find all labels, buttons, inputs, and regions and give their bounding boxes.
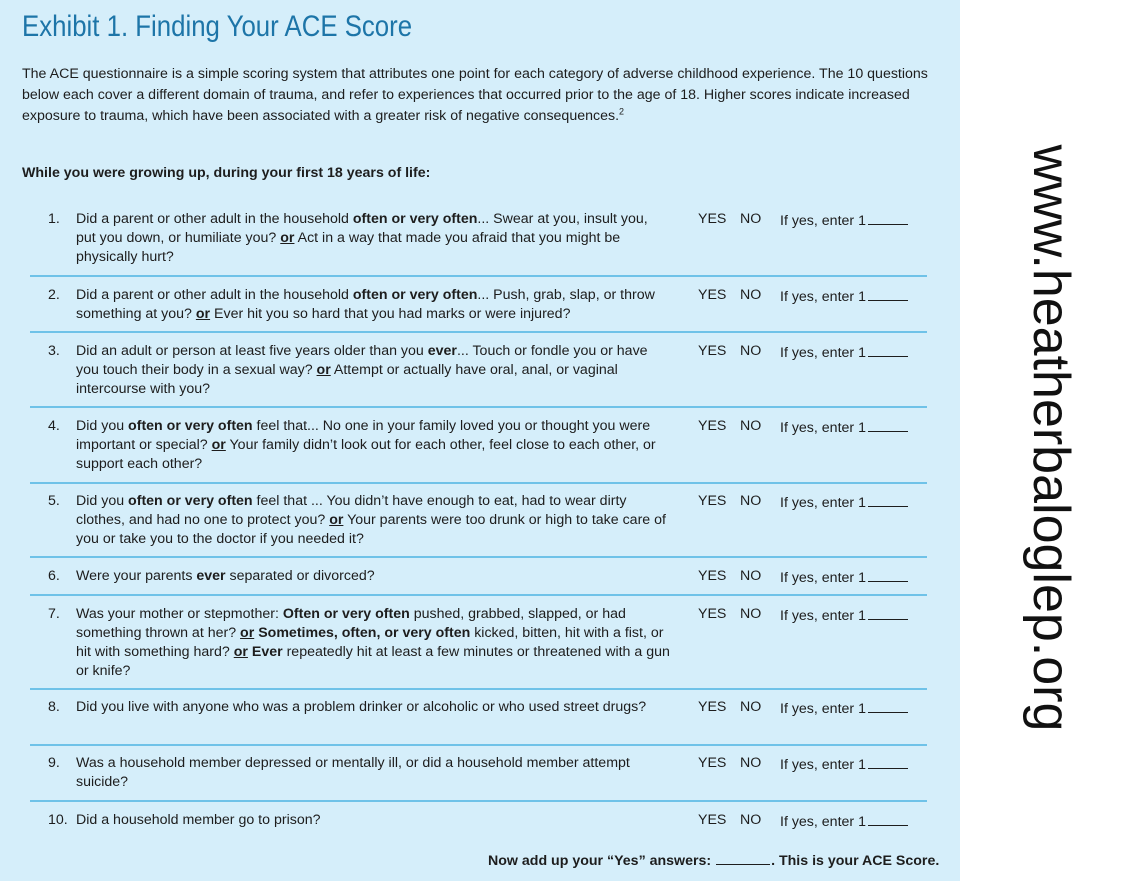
- question-text: [76, 286, 671, 324]
- intro-text: The ACE questionnaire is a simple scoring system that attributes one point for each category of adverse childhood experience. The 10 questions below each cover a different domain of trauma, and refer to experiences that occurred prior to the age of 18. Higher scores indicate increased exposure to trauma, which have been associated with a greater risk of negative consequences.: [22, 66, 928, 124]
- question-number: 1.: [48, 211, 60, 227]
- score-footer-after: . This is your ACE Score.: [771, 853, 940, 869]
- yes-option[interactable]: YES: [698, 211, 727, 227]
- question-or: or: [195, 306, 211, 322]
- row-separator: [30, 688, 927, 690]
- row-separator: [30, 556, 927, 558]
- score-blank[interactable]: [868, 417, 908, 432]
- question-or: or: [211, 437, 226, 453]
- yes-option[interactable]: YES: [698, 755, 727, 771]
- question-text: [76, 417, 671, 474]
- question-text: [76, 754, 671, 792]
- question-or: or: [233, 644, 248, 660]
- question-text-part: repeatedly hit at least a few minutes or threatened with a gun or knife?: [76, 644, 670, 679]
- yes-option[interactable]: YES: [698, 812, 727, 828]
- question-text: [76, 210, 671, 267]
- question-number: 5.: [48, 493, 60, 509]
- no-option[interactable]: NO: [740, 755, 762, 771]
- question-number: 3.: [48, 343, 60, 359]
- question-text-part: Did you: [76, 418, 129, 434]
- question-text-part: Were your parents: [76, 568, 197, 584]
- question-or: or: [240, 625, 255, 641]
- enter-score: [780, 286, 908, 307]
- score-blank[interactable]: [868, 210, 908, 225]
- question-number: 8.: [48, 699, 60, 715]
- question-emphasis: often or very often: [128, 493, 253, 509]
- question-text-part: Your family didn’t look out for each other, feel close to each other, or support each other?: [76, 437, 656, 472]
- no-option[interactable]: NO: [740, 606, 762, 622]
- yes-option[interactable]: YES: [698, 343, 727, 359]
- question-emphasis: often or very often: [352, 287, 478, 303]
- enter-score: [780, 210, 908, 231]
- question-text-part: ... Touch or fondle you or have you touch their body in a sexual way?: [76, 343, 648, 378]
- enter-score-label: If yes, enter 1: [780, 213, 866, 229]
- question-text-part: Did a parent or other adult in the household: [76, 211, 353, 227]
- question-number: 10.: [48, 812, 68, 828]
- question-text-part: feel that ... You didn’t have enough to eat, had to wear dirty clothes, and had no one to protect you?: [76, 493, 627, 528]
- enter-score: [780, 754, 908, 775]
- yes-option[interactable]: YES: [698, 287, 727, 303]
- question-emphasis: often or very often: [128, 418, 253, 434]
- enter-score-label: If yes, enter 1: [780, 289, 866, 305]
- question-text: [76, 811, 671, 830]
- no-option[interactable]: NO: [740, 493, 762, 509]
- question-or: or: [316, 362, 331, 378]
- no-option[interactable]: NO: [740, 812, 762, 828]
- enter-score: [780, 811, 908, 832]
- no-option[interactable]: NO: [740, 418, 762, 434]
- question-text-part: Your parents were too drunk or high to take care of you or take you to the doctor if you needed it?: [76, 512, 666, 547]
- no-option[interactable]: NO: [740, 343, 762, 359]
- row-separator: [30, 331, 927, 333]
- yes-option[interactable]: YES: [698, 699, 727, 715]
- question-text-part: ... Push, grab, slap, or throw something at you?: [76, 287, 655, 322]
- row-separator: [30, 275, 927, 277]
- question-text-part: pushed, grabbed, slapped, or had something thrown at her?: [76, 606, 626, 641]
- row-separator: [30, 800, 927, 802]
- row-separator: [30, 406, 927, 408]
- enter-score-label: If yes, enter 1: [780, 814, 866, 830]
- question-text-part: ... Swear at you, insult you, put you down, or humiliate you?: [76, 211, 648, 246]
- no-option[interactable]: NO: [740, 287, 762, 303]
- score-footer: [488, 850, 939, 869]
- question-text-part: Did a household member go to prison?: [76, 812, 321, 828]
- enter-score: [780, 698, 908, 719]
- question-emphasis: Often or very often: [282, 606, 410, 622]
- enter-score-label: If yes, enter 1: [780, 345, 866, 361]
- total-score-blank[interactable]: [716, 850, 770, 865]
- enter-score-label: If yes, enter 1: [780, 757, 866, 773]
- yes-option[interactable]: YES: [698, 606, 727, 622]
- score-footer-before: Now add up your “Yes” answers:: [488, 853, 712, 869]
- yes-option[interactable]: YES: [698, 568, 727, 584]
- question-emphasis: ever: [427, 343, 457, 359]
- question-text: [76, 567, 671, 586]
- question-text-part: Was a household member depressed or mentally ill, or did a household member attempt suicide?: [76, 755, 630, 790]
- question-text-part: Act in a way that made you afraid that you might be physically hurt?: [76, 230, 621, 265]
- score-blank[interactable]: [868, 567, 908, 582]
- enter-score-label: If yes, enter 1: [780, 608, 866, 624]
- question-or: or: [329, 512, 344, 528]
- row-separator: [30, 594, 927, 596]
- enter-score: [780, 492, 908, 513]
- question-text-part: Attempt or actually have oral, anal, or vaginal intercourse with you?: [76, 362, 618, 397]
- score-blank[interactable]: [868, 286, 908, 301]
- question-text: [76, 342, 671, 399]
- questionnaire-prompt: While you were growing up, during your first 18 years of life:: [22, 165, 431, 181]
- question-text: [76, 605, 671, 681]
- no-option[interactable]: NO: [740, 568, 762, 584]
- question-emphasis: Ever: [251, 644, 283, 660]
- score-blank[interactable]: [868, 754, 908, 769]
- enter-score-label: If yes, enter 1: [780, 701, 866, 717]
- enter-score-label: If yes, enter 1: [780, 570, 866, 586]
- question-number: 6.: [48, 568, 60, 584]
- question-text-part: feel that... No one in your family loved you or thought you were important or special?: [76, 418, 651, 453]
- enter-score: [780, 417, 908, 438]
- question-text-part: Did a parent or other adult in the household: [76, 287, 353, 303]
- question-number: 2.: [48, 287, 60, 303]
- question-text-part: Did you live with anyone who was a problem drinker or alcoholic or who used street drugs?: [76, 699, 647, 715]
- question-emphasis: Sometimes, often, or very often: [258, 625, 471, 641]
- question-number: 7.: [48, 606, 60, 622]
- score-blank[interactable]: [868, 342, 908, 357]
- score-blank[interactable]: [868, 698, 908, 713]
- question-text-part: Was your mother or stepmother:: [76, 606, 283, 622]
- page-title: Exhibit 1. Finding Your ACE Score: [22, 10, 413, 43]
- enter-score-label: If yes, enter 1: [780, 495, 866, 511]
- question-or: or: [280, 230, 295, 246]
- question-text-part: Did you: [76, 493, 129, 509]
- question-text-part: Ever hit you so hard that you had marks or were injured?: [210, 306, 571, 322]
- score-blank[interactable]: [868, 605, 908, 620]
- row-separator: [30, 744, 927, 746]
- question-number: 9.: [48, 755, 60, 771]
- enter-score-label: If yes, enter 1: [780, 420, 866, 436]
- question-text-part: kicked, bitten, hit with a fist, or hit with something hard?: [76, 625, 664, 660]
- enter-score: [780, 605, 908, 626]
- question-text: [76, 492, 671, 549]
- question-number: 4.: [48, 418, 60, 434]
- enter-score: [780, 342, 908, 363]
- score-blank[interactable]: [868, 492, 908, 507]
- question-emphasis: often or very often: [352, 211, 478, 227]
- yes-option[interactable]: YES: [698, 493, 727, 509]
- question-text: [76, 698, 671, 717]
- no-option[interactable]: NO: [740, 211, 762, 227]
- question-text-part: Did an adult or person at least five years older than you: [76, 343, 428, 359]
- no-option[interactable]: NO: [740, 699, 762, 715]
- row-separator: [30, 482, 927, 484]
- watermark-url: www.heatherbaloglep.org: [1022, 144, 1080, 732]
- score-blank[interactable]: [868, 811, 908, 826]
- yes-option[interactable]: YES: [698, 418, 727, 434]
- question-emphasis: ever: [196, 568, 226, 584]
- intro-footnote: 2: [619, 106, 625, 117]
- intro-paragraph: [22, 64, 942, 127]
- question-text-part: separated or divorced?: [225, 568, 375, 584]
- enter-score: [780, 567, 908, 588]
